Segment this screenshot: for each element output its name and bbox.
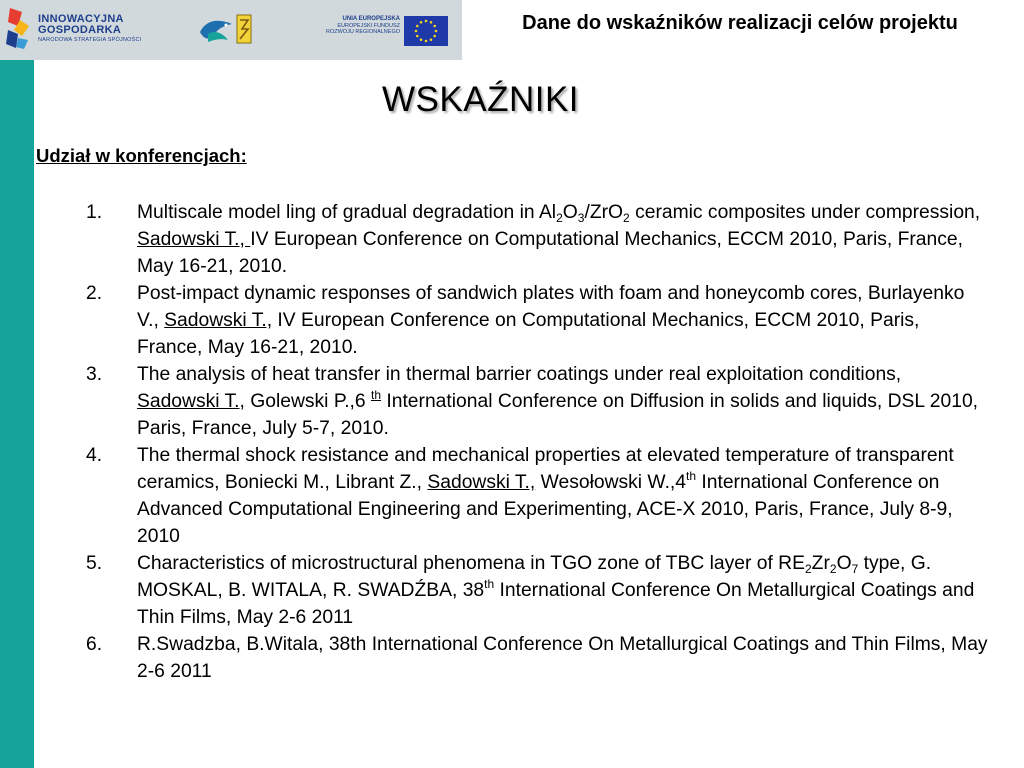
logo-text-line: INNOWACYJNA [38,13,124,25]
list-item [86,550,988,631]
superscript: th [371,388,382,402]
reference-text: Zr [811,553,830,574]
subscript: 2 [829,562,837,576]
list-item [86,199,988,280]
slide-title: WSKAŹNIKI [382,80,580,119]
eu-logo-text [302,16,400,36]
bird-logo-icon [198,14,234,46]
innovative-economy-logo-icon [6,6,30,50]
subscript: 3 [577,211,585,225]
innovative-economy-logo-text [38,14,141,44]
reference-text: International Conference On Metallurgical Coatings and Thin Films, May 2-6 2011 [137,580,975,628]
subscript: 2 [804,562,812,576]
list-number: 2. [86,283,103,304]
logo-banner [0,0,462,60]
list-item [86,280,988,361]
reference-text: Golewski P.,6 [244,391,371,412]
conference-list [86,199,988,685]
logo-text-line: GOSPODARKA [38,24,122,36]
reference-text: Post-impact dynamic responses of sandwich plates with foam and honeycomb cores, Burlayenko V., [137,283,965,331]
reference-text: The analysis of heat transfer in thermal barrier coatings under real exploitation conditions, [137,364,902,385]
reference-text: IV European Conference on Computational Mechanics, ECCM 2010, Paris, France, May 16-21, 2010. [137,229,963,277]
author-highlight: Sadowski T., [164,310,273,331]
reference-text: International Conference on Advanced Computational Engineering and Experimenting, ACE-X 2010, Paris, France, July 8-9, 2010 [137,472,953,547]
reference-text: IV European Conference on Computational Mechanics, ECCM 2010, Paris, France, May 16-21, 2010. [137,310,920,358]
list-number: 5. [86,553,103,574]
reference-text: /ZrO [584,202,624,223]
author-highlight: Sadowski T., [137,229,251,250]
superscript: th [686,469,697,483]
list-item [86,442,988,550]
superscript: th [484,577,495,591]
list-number: 1. [86,202,103,223]
logo-text-line: EUROPEJSKI FUNDUSZ [337,22,400,29]
logo-text-line: UNIA EUROPEJSKA [342,16,400,22]
list-number: 3. [86,364,103,385]
reference-text: Wesołowski W.,4 [535,472,687,493]
subscript: 7 [851,562,859,576]
list-number: 4. [86,445,103,466]
reference-text: The thermal shock resistance and mechanical properties at elevated temperature of transparent ceramics, Boniecki M., Librant Z., [137,445,954,493]
author-highlight: Sadowski T., [137,391,245,412]
subscript: 2 [623,211,630,225]
left-accent-bar [0,60,34,768]
author-highlight: Sadowski T., [427,472,536,493]
reference-text: ceramic composites under compression, [629,202,981,223]
reference-text: International Conference on Diffusion in solids and liquids, DSL 2010, Paris, France, July 5-7, 2010. [137,391,979,439]
section-heading: Udział w konferencjach: [36,145,247,166]
logo-text-line: NARODOWA STRATEGIA SPÓJNOŚCI [38,37,142,43]
reference-text: O [562,202,578,223]
reference-text: O [836,553,852,574]
list-number: 6. [86,634,103,655]
reference-text: R.Swadzba, B.Witala, 38th International Conference On Metallurgical Coatings and Thin Films, May 2-6 2011 [137,634,988,682]
reference-text: Characteristics of microstructural phenomena in TGO zone of TBC layer of RE [137,553,805,574]
eu-flag-icon [404,16,448,46]
list-item [86,361,988,442]
list-item [86,631,988,685]
logo-text-line: ROZWOJU REGIONALNEGO [326,29,400,36]
reference-text: type, G. MOSKAL, B. WITALA, R. SWADŹBA, 38 [137,553,932,601]
reference-text: Multiscale model ling of gradual degradation in Al [137,202,557,223]
subscript: 2 [556,211,563,225]
header-title: Dane do wskaźników realizacji celów projektu [522,12,958,34]
emblem-logo-icon [236,14,252,44]
